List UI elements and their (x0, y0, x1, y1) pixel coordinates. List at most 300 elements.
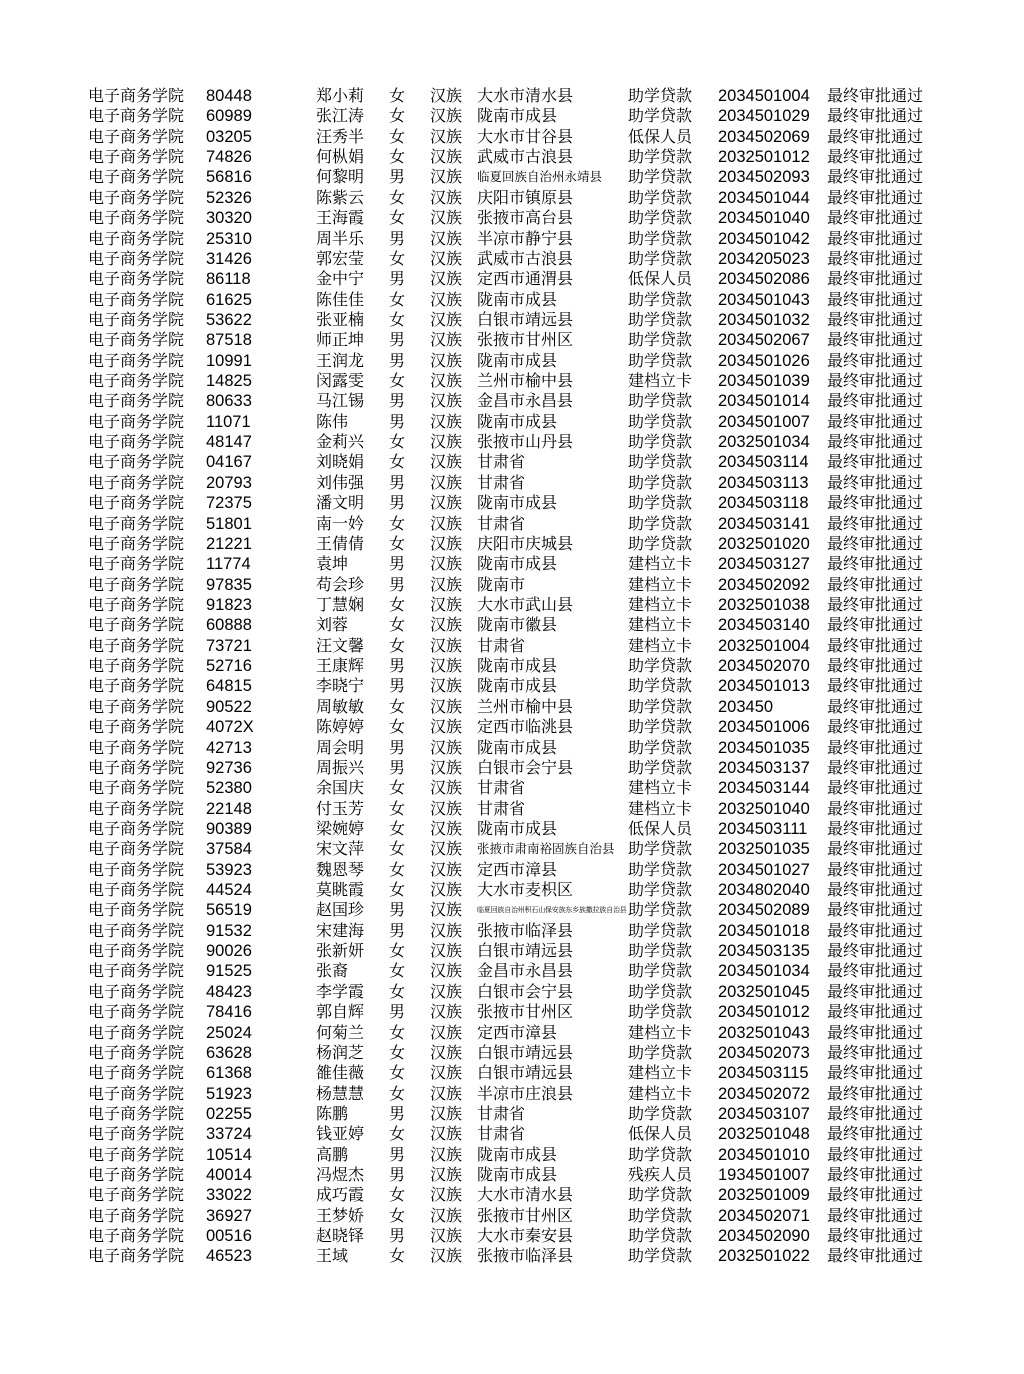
student-name-cell: 周振兴 (316, 757, 365, 777)
region-cell: 陇南市成县 (477, 737, 558, 757)
region-cell: 大水市麦枳区 (477, 880, 574, 900)
region-cell: 兰州市榆中县 (477, 696, 574, 716)
student-id-cell: 11774 (206, 555, 251, 574)
aid-type-cell: 建档立卡 (628, 574, 693, 594)
table-row (0, 452, 1024, 472)
approval-status-cell: 最终审批通过 (827, 167, 924, 187)
student-name-cell: 魏恩琴 (316, 859, 365, 879)
student-name-cell: 陈伟 (316, 411, 349, 431)
ethnicity-cell: 汉族 (430, 1165, 463, 1185)
approval-status-cell: 最终审批通过 (827, 1022, 924, 1042)
application-code-cell: 2034503113 (718, 473, 809, 492)
gender-cell: 女 (389, 533, 406, 553)
aid-type-cell: 助学贷款 (628, 757, 693, 777)
student-name-cell: 苟会珍 (316, 574, 365, 594)
student-name-cell: 潘文明 (316, 493, 365, 513)
approval-status-cell: 最终审批通过 (827, 432, 924, 452)
aid-type-cell: 助学贷款 (628, 533, 693, 553)
student-id-cell: 53923 (206, 860, 252, 879)
table-row (0, 615, 1024, 635)
student-id-cell: 40014 (206, 1166, 252, 1185)
aid-type-cell: 助学贷款 (628, 350, 693, 370)
student-id-cell: 60989 (206, 107, 252, 126)
table-row (0, 738, 1024, 758)
approval-status-cell: 最终审批通过 (827, 228, 924, 248)
region-cell: 金昌市永昌县 (477, 391, 574, 411)
gender-cell: 女 (389, 818, 406, 838)
ethnicity-cell: 汉族 (430, 472, 463, 492)
student-id-cell: 91532 (206, 921, 252, 940)
ethnicity-cell: 汉族 (430, 228, 463, 248)
aid-type-cell: 助学贷款 (628, 1185, 693, 1205)
gender-cell: 女 (389, 696, 406, 716)
ethnicity-cell: 汉族 (430, 350, 463, 370)
table-row (0, 656, 1024, 676)
application-code-cell: 1934501007 (718, 1166, 810, 1185)
application-code-cell: 2034501006 (718, 718, 810, 737)
student-id-cell: 74826 (206, 148, 252, 167)
aid-type-cell: 助学贷款 (628, 920, 693, 940)
approval-status-cell: 最终审批通过 (827, 391, 924, 411)
application-code-cell: 2032501035 (718, 840, 810, 859)
region-cell: 定西市通渭县 (477, 269, 574, 289)
college-cell: 电子商务学院 (88, 472, 185, 492)
approval-status-cell: 最终审批通过 (827, 757, 924, 777)
student-name-cell: 陈婷婷 (316, 717, 365, 737)
aid-type-cell: 助学贷款 (628, 391, 693, 411)
ethnicity-cell: 汉族 (430, 452, 463, 472)
application-code-cell: 2032501048 (718, 1125, 810, 1144)
student-name-cell: 马江锡 (316, 391, 365, 411)
approval-status-cell: 最终审批通过 (827, 1165, 924, 1185)
student-name-cell: 莫眺霞 (316, 880, 365, 900)
ethnicity-cell: 汉族 (430, 1063, 463, 1083)
gender-cell: 女 (389, 187, 406, 207)
student-id-cell: 90026 (206, 942, 252, 961)
application-code-cell: 2034501013 (718, 677, 810, 696)
student-name-cell: 张亚楠 (316, 309, 365, 329)
table-row (0, 208, 1024, 228)
student-name-cell: 金中宁 (316, 269, 365, 289)
ethnicity-cell: 汉族 (430, 167, 463, 187)
student-id-cell: 31426 (206, 249, 252, 268)
table-row (0, 860, 1024, 880)
ethnicity-cell: 汉族 (430, 676, 463, 696)
college-cell: 电子商务学院 (88, 778, 185, 798)
ethnicity-cell: 汉族 (430, 554, 463, 574)
student-name-cell: 赵国珍 (316, 900, 365, 920)
approval-status-cell: 最终审批通过 (827, 86, 924, 105)
student-id-cell: 90522 (206, 697, 252, 716)
ethnicity-cell: 汉族 (430, 411, 463, 431)
student-id-cell: 61625 (206, 290, 252, 309)
approval-status-cell: 最终审批通过 (827, 1226, 924, 1246)
table-row (0, 819, 1024, 839)
aid-type-cell: 助学贷款 (628, 1205, 693, 1225)
application-code-cell: 2034501039 (718, 372, 810, 391)
gender-cell: 男 (389, 350, 406, 370)
approval-status-cell: 最终审批通过 (827, 615, 924, 635)
ethnicity-cell: 汉族 (430, 208, 463, 228)
table-row (0, 982, 1024, 1002)
student-name-cell: 李晓宁 (316, 676, 365, 696)
student-name-cell: 汪文馨 (316, 635, 365, 655)
student-name-cell: 余国庆 (316, 778, 365, 798)
student-id-cell: 64815 (206, 677, 252, 696)
region-cell: 陇南市成县 (477, 350, 558, 370)
ethnicity-cell: 汉族 (430, 1022, 463, 1042)
application-code-cell: 2034501035 (718, 738, 810, 757)
approval-status-cell: 最终审批通过 (827, 798, 924, 818)
ethnicity-cell: 汉族 (430, 147, 463, 167)
application-code-cell: 2034501029 (718, 107, 810, 126)
aid-type-cell: 助学贷款 (628, 717, 693, 737)
gender-cell: 女 (389, 513, 406, 533)
region-cell: 白银市会宁县 (477, 981, 574, 1001)
gender-cell: 女 (389, 717, 406, 737)
approval-status-cell: 最终审批通过 (827, 1185, 924, 1205)
college-cell: 电子商务学院 (88, 839, 185, 859)
gender-cell: 男 (389, 554, 406, 574)
aid-type-cell: 助学贷款 (628, 880, 693, 900)
region-cell: 陇南市成县 (477, 493, 558, 513)
student-name-cell: 杨慧慧 (316, 1083, 365, 1103)
gender-cell: 男 (389, 493, 406, 513)
table-row (0, 1104, 1024, 1124)
aid-type-cell: 助学贷款 (628, 432, 693, 452)
aid-type-cell: 建档立卡 (628, 594, 693, 614)
college-cell: 电子商务学院 (88, 493, 185, 513)
application-code-cell: 2032501038 (718, 595, 810, 614)
gender-cell: 女 (389, 1124, 406, 1144)
aid-type-cell: 助学贷款 (628, 900, 693, 920)
region-cell: 大水市甘谷县 (477, 126, 574, 146)
student-name-cell: 王海霞 (316, 208, 365, 228)
aid-type-cell: 建档立卡 (628, 1083, 693, 1103)
application-code-cell: 2034501034 (718, 962, 810, 981)
region-cell: 半凉市静宁县 (477, 228, 574, 248)
ethnicity-cell: 汉族 (430, 1226, 463, 1246)
college-cell: 电子商务学院 (88, 289, 185, 309)
gender-cell: 男 (389, 330, 406, 350)
region-cell: 白银市靖远县 (477, 309, 574, 329)
student-id-cell: 51801 (206, 514, 252, 533)
gender-cell: 男 (389, 167, 406, 187)
aid-type-cell: 助学贷款 (628, 452, 693, 472)
college-cell: 电子商务学院 (88, 1144, 185, 1164)
aid-type-cell: 建档立卡 (628, 798, 693, 818)
region-cell: 陇南市成县 (477, 289, 558, 309)
student-aid-table (0, 86, 1024, 1267)
region-cell: 庆阳市庆城县 (477, 533, 574, 553)
region-cell: 陇南市成县 (477, 1144, 558, 1164)
college-cell: 电子商务学院 (88, 798, 185, 818)
college-cell: 电子商务学院 (88, 371, 185, 391)
approval-status-cell: 最终审批通过 (827, 371, 924, 391)
table-row (0, 697, 1024, 717)
aid-type-cell: 残疾人员 (628, 1165, 693, 1185)
aid-type-cell: 建档立卡 (628, 635, 693, 655)
ethnicity-cell: 汉族 (430, 1042, 463, 1062)
student-name-cell: 何菊兰 (316, 1022, 365, 1042)
table-row (0, 961, 1024, 981)
region-cell: 甘肃省 (477, 472, 526, 492)
table-row (0, 514, 1024, 534)
application-code-cell: 2034501010 (718, 1145, 810, 1164)
table-row (0, 1246, 1024, 1266)
region-cell: 庆阳市镇原县 (477, 187, 574, 207)
approval-status-cell: 最终审批通过 (827, 1083, 924, 1103)
student-id-cell: 87518 (206, 331, 252, 350)
application-code-cell: 2032501012 (718, 148, 810, 167)
college-cell: 电子商务学院 (88, 961, 185, 981)
student-name-cell: 周半乐 (316, 228, 365, 248)
table-row (0, 1145, 1024, 1165)
table-row (0, 371, 1024, 391)
student-name-cell: 陈紫云 (316, 187, 365, 207)
approval-status-cell: 最终审批通过 (827, 961, 924, 981)
aid-type-cell: 建档立卡 (628, 371, 693, 391)
college-cell: 电子商务学院 (88, 981, 185, 1001)
approval-status-cell: 最终审批通过 (827, 309, 924, 329)
region-cell: 大水市清水县 (477, 1185, 574, 1205)
table-row (0, 106, 1024, 126)
approval-status-cell: 最终审批通过 (827, 1124, 924, 1144)
student-id-cell: 52326 (206, 188, 252, 207)
application-code-cell: 2034503140 (718, 616, 810, 635)
region-cell: 陇南市成县 (477, 411, 558, 431)
student-id-cell: 25310 (206, 229, 252, 248)
student-id-cell: 56519 (206, 901, 252, 920)
region-cell: 武威市古浪县 (477, 147, 574, 167)
table-row (0, 432, 1024, 452)
college-cell: 电子商务学院 (88, 859, 185, 879)
gender-cell: 女 (389, 594, 406, 614)
aid-type-cell: 助学贷款 (628, 1103, 693, 1123)
student-name-cell: 王康辉 (316, 656, 365, 676)
application-code-cell: 2034501043 (718, 290, 810, 309)
student-name-cell: 袁坤 (316, 554, 349, 574)
college-cell: 电子商务学院 (88, 106, 185, 126)
table-row (0, 1165, 1024, 1185)
ethnicity-cell: 汉族 (430, 859, 463, 879)
college-cell: 电子商务学院 (88, 635, 185, 655)
region-cell: 张掖市山丹县 (477, 432, 574, 452)
college-cell: 电子商务学院 (88, 391, 185, 411)
approval-status-cell: 最终审批通过 (827, 717, 924, 737)
aid-type-cell: 助学贷款 (628, 961, 693, 981)
table-row (0, 1226, 1024, 1246)
application-code-cell: 2034501027 (718, 860, 810, 879)
aid-type-cell: 助学贷款 (628, 309, 693, 329)
college-cell: 电子商务学院 (88, 1226, 185, 1246)
approval-status-cell: 最终审批通过 (827, 106, 924, 126)
aid-type-cell: 建档立卡 (628, 554, 693, 574)
ethnicity-cell: 汉族 (430, 86, 463, 105)
region-cell: 陇南市成县 (477, 1165, 558, 1185)
region-cell: 甘肃省 (477, 778, 526, 798)
application-code-cell: 2034502071 (718, 1206, 810, 1225)
approval-status-cell: 最终审批通过 (827, 818, 924, 838)
student-name-cell: 张江涛 (316, 106, 365, 126)
student-name-cell: 王倩倩 (316, 533, 365, 553)
college-cell: 电子商务学院 (88, 350, 185, 370)
ethnicity-cell: 汉族 (430, 737, 463, 757)
student-name-cell: 郭宏莹 (316, 248, 365, 268)
table-row (0, 758, 1024, 778)
application-code-cell: 2034205023 (718, 249, 810, 268)
table-row (0, 351, 1024, 371)
table-row (0, 167, 1024, 187)
college-cell: 电子商务学院 (88, 187, 185, 207)
approval-status-cell: 最终审批通过 (827, 1002, 924, 1022)
gender-cell: 女 (389, 839, 406, 859)
gender-cell: 女 (389, 880, 406, 900)
college-cell: 电子商务学院 (88, 1103, 185, 1123)
college-cell: 电子商务学院 (88, 717, 185, 737)
region-cell: 甘肃省 (477, 452, 526, 472)
student-id-cell: 03205 (206, 127, 252, 146)
aid-type-cell: 助学贷款 (628, 941, 693, 961)
application-code-cell: 2032501045 (718, 982, 810, 1001)
region-cell: 甘肃省 (477, 1124, 526, 1144)
aid-type-cell: 助学贷款 (628, 167, 693, 187)
application-code-cell: 2034502070 (718, 657, 810, 676)
table-row (0, 86, 1024, 106)
student-id-cell: 86118 (206, 270, 251, 289)
region-cell: 张掖市甘州区 (477, 1002, 574, 1022)
aid-type-cell: 助学贷款 (628, 411, 693, 431)
table-row (0, 473, 1024, 493)
approval-status-cell: 最终审批通过 (827, 737, 924, 757)
student-id-cell: 22148 (206, 799, 252, 818)
student-id-cell: 46523 (206, 1247, 252, 1266)
gender-cell: 女 (389, 635, 406, 655)
gender-cell: 女 (389, 86, 406, 105)
approval-status-cell: 最终审批通过 (827, 1103, 924, 1123)
student-name-cell: 冯煜杰 (316, 1165, 365, 1185)
gender-cell: 女 (389, 859, 406, 879)
college-cell: 电子商务学院 (88, 533, 185, 553)
gender-cell: 男 (389, 1226, 406, 1246)
aid-type-cell: 助学贷款 (628, 106, 693, 126)
student-name-cell: 何黎明 (316, 167, 365, 187)
region-cell: 定西市临洮县 (477, 717, 574, 737)
ethnicity-cell: 汉族 (430, 1246, 463, 1266)
region-cell: 大水市清水县 (477, 86, 574, 105)
student-id-cell: 4072X (206, 718, 254, 737)
student-name-cell: 赵晓铎 (316, 1226, 365, 1246)
gender-cell: 女 (389, 961, 406, 981)
college-cell: 电子商务学院 (88, 696, 185, 716)
gender-cell: 男 (389, 900, 406, 920)
student-id-cell: 91525 (206, 962, 252, 981)
table-row (0, 921, 1024, 941)
student-name-cell: 闵露雯 (316, 371, 365, 391)
application-code-cell: 2034502090 (718, 1227, 810, 1246)
table-row (0, 778, 1024, 798)
table-row (0, 290, 1024, 310)
region-cell: 定西市漳县 (477, 859, 558, 879)
table-row (0, 839, 1024, 859)
region-cell: 张掖市临泽县 (477, 920, 574, 940)
student-name-cell: 张裔 (316, 961, 349, 981)
student-name-cell: 李学霞 (316, 981, 365, 1001)
aid-type-cell: 建档立卡 (628, 1022, 693, 1042)
region-cell: 半凉市庄浪县 (477, 1083, 574, 1103)
student-id-cell: 63628 (206, 1043, 252, 1062)
college-cell: 电子商务学院 (88, 248, 185, 268)
student-name-cell: 刘伟强 (316, 472, 365, 492)
ethnicity-cell: 汉族 (430, 839, 463, 859)
ethnicity-cell: 汉族 (430, 1083, 463, 1103)
table-row (0, 799, 1024, 819)
student-id-cell: 33022 (206, 1186, 252, 1205)
student-name-cell: 郑小莉 (316, 86, 365, 105)
table-row (0, 1124, 1024, 1144)
region-cell: 武威市古浪县 (477, 248, 574, 268)
gender-cell: 男 (389, 920, 406, 940)
approval-status-cell: 最终审批通过 (827, 554, 924, 574)
ethnicity-cell: 汉族 (430, 635, 463, 655)
college-cell: 电子商务学院 (88, 432, 185, 452)
approval-status-cell: 最终审批通过 (827, 574, 924, 594)
aid-type-cell: 助学贷款 (628, 656, 693, 676)
application-code-cell: 2034503144 (718, 779, 810, 798)
gender-cell: 女 (389, 1063, 406, 1083)
table-row (0, 534, 1024, 554)
aid-type-cell: 助学贷款 (628, 1226, 693, 1246)
aid-type-cell: 低保人员 (628, 126, 693, 146)
gender-cell: 男 (389, 411, 406, 431)
approval-status-cell: 最终审批通过 (827, 126, 924, 146)
student-name-cell: 丁慧娴 (316, 594, 365, 614)
student-id-cell: 20793 (206, 473, 252, 492)
gender-cell: 女 (389, 1185, 406, 1205)
college-cell: 电子商务学院 (88, 411, 185, 431)
approval-status-cell: 最终审批通过 (827, 839, 924, 859)
application-code-cell: 2032501009 (718, 1186, 810, 1205)
application-code-cell: 2034503111 (718, 819, 808, 838)
table-row (0, 493, 1024, 513)
region-cell: 甘肃省 (477, 798, 526, 818)
application-code-cell: 2032501043 (718, 1023, 810, 1042)
student-name-cell: 付玉芳 (316, 798, 365, 818)
approval-status-cell: 最终审批通过 (827, 493, 924, 513)
aid-type-cell: 助学贷款 (628, 147, 693, 167)
approval-status-cell: 最终审批通过 (827, 208, 924, 228)
student-id-cell: 91823 (206, 595, 252, 614)
region-cell: 张掖市临泽县 (477, 1246, 574, 1266)
ethnicity-cell: 汉族 (430, 106, 463, 126)
gender-cell: 男 (389, 1103, 406, 1123)
student-name-cell: 汪秀半 (316, 126, 365, 146)
table-row (0, 575, 1024, 595)
application-code-cell: 2034501044 (718, 188, 810, 207)
application-code-cell: 203450 (718, 697, 774, 716)
college-cell: 电子商务学院 (88, 757, 185, 777)
aid-type-cell: 助学贷款 (628, 696, 693, 716)
student-id-cell: 78416 (206, 1003, 252, 1022)
gender-cell: 女 (389, 941, 406, 961)
aid-type-cell: 助学贷款 (628, 737, 693, 757)
table-row (0, 249, 1024, 269)
application-code-cell: 2034503114 (718, 453, 809, 472)
college-cell: 电子商务学院 (88, 309, 185, 329)
ethnicity-cell: 汉族 (430, 513, 463, 533)
student-name-cell: 梁婉婷 (316, 818, 365, 838)
college-cell: 电子商务学院 (88, 818, 185, 838)
